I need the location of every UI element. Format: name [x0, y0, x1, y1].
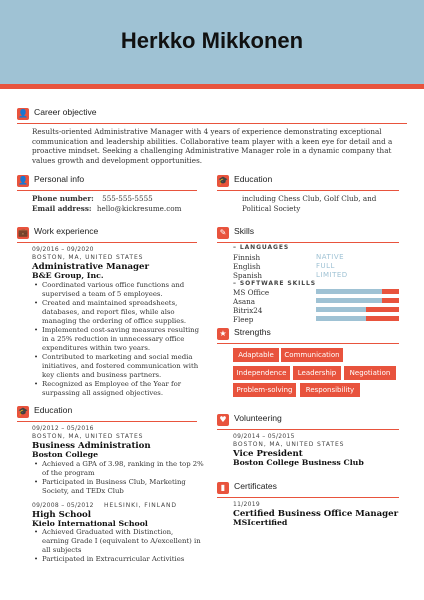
certificate-date: 11/2019 — [233, 501, 261, 508]
skill-bar-fill — [316, 289, 382, 294]
section-title: Work experience — [34, 226, 99, 236]
list-item: • Achieved a GPA of 3.98, ranking in the top 2% of the program — [32, 460, 204, 478]
person-icon: 👤 — [18, 176, 28, 185]
edu-degree: High School — [32, 510, 92, 520]
career-objective-text: Results-oriented Administrative Manager with 4 years of experience demonstrating exceptional communication and leadership abilities. Collaborative team player with a keen eye for detail and a proactive mindset. Seeking a challenging Administrative Manager role in a dynamic company that values growth and development opportunities. — [32, 127, 393, 165]
edu-school: Kielo International School — [32, 519, 148, 528]
edu-dates-text: 09/2008 – 05/2012 — [32, 502, 94, 509]
strength-tag: Independence — [233, 366, 290, 380]
section-title: Certificates — [234, 481, 277, 491]
edu-location: BOSTON, MA, UNITED STATES — [32, 433, 144, 440]
section-title: Career objective — [34, 107, 97, 117]
work-dates: 09/2016 – 09/2020 — [32, 246, 94, 253]
skill-bar — [316, 298, 399, 303]
skill-bar — [316, 316, 399, 321]
skill-bar-fill — [316, 316, 366, 321]
list-item: • Participated in Business Club, Marketing Society, and TEDx Club — [32, 478, 204, 496]
section-rule — [17, 190, 197, 191]
volunteering-org: Boston College Business Club — [233, 458, 364, 467]
section-title: Education — [234, 174, 273, 184]
section-strengths — [217, 327, 399, 343]
edu-bullets — [32, 528, 202, 564]
list-item: • Coordinated various office functions and supervised a team of 5 employees. — [32, 281, 202, 299]
list-item: • Recognized as Employee of the Year for surpassing all assigned objectives. — [32, 380, 202, 398]
list-item: • Achieved Graduated with Distinction, earning Grade I (equivalent to A/excellent) in all subjects — [32, 528, 202, 555]
section-certificates — [217, 481, 399, 497]
volunteering-role: Vice President — [233, 449, 303, 459]
section-volunteering — [217, 413, 399, 429]
briefcase-icon: 💼 — [18, 228, 28, 237]
strength-tag: Responsibility — [300, 383, 360, 397]
person-icon: 👤 — [18, 109, 28, 118]
section-title: Education — [34, 405, 73, 415]
work-bullets — [32, 281, 202, 398]
languages-label: – LANGUAGES — [233, 244, 290, 251]
edu-school: Boston College — [32, 450, 99, 459]
language-level: LIMITED — [316, 271, 348, 279]
phone-row — [32, 194, 202, 204]
email-row — [32, 204, 207, 214]
graduation-cap-icon: 🎓 — [218, 176, 228, 185]
software-label: – SOFTWARE SKILLS — [233, 280, 316, 287]
section-work-experience — [17, 226, 197, 242]
list-item: • Contributed to marketing and social media initiatives, and fostered communication with key clients and business partners. — [32, 353, 202, 380]
heart-icon: ♥ — [217, 414, 229, 426]
list-item: • Created and maintained spreadsheets, databases, and report files, while also managing the ordering of office supplies. — [32, 299, 202, 326]
edu-dates: 09/2012 – 05/2016 — [32, 425, 94, 432]
language-name: English — [233, 262, 261, 271]
section-title: Strengths — [234, 327, 271, 337]
work-job-title: Administrative Manager — [32, 262, 150, 272]
skill-bar-fill — [316, 307, 366, 312]
certificate-icon: ▮ — [217, 482, 229, 494]
list-item: • Participated in Extracurricular Activities — [32, 555, 202, 564]
section-education — [17, 405, 197, 421]
work-company: B&E Group, Inc. — [32, 271, 104, 280]
section-education-right — [217, 174, 399, 190]
certificate-name: Certified Business Office Manager — [233, 509, 399, 519]
email-label: Email address: — [32, 204, 92, 213]
edu-degree: Business Administration — [32, 441, 151, 451]
candidate-name: Herkko Mikkonen — [120, 28, 304, 53]
tools-icon: ✎ — [217, 227, 229, 239]
section-rule — [217, 497, 399, 498]
software-name: Fleep — [233, 315, 254, 324]
work-location: BOSTON, MA, UNITED STATES — [32, 254, 144, 261]
skill-bar-fill — [316, 298, 382, 303]
edu-bullets — [32, 460, 204, 496]
section-title: Personal info — [34, 174, 85, 184]
volunteering-location: BOSTON, MA, UNITED STATES — [233, 441, 345, 448]
volunteering-dates: 09/2014 – 05/2015 — [233, 433, 295, 440]
edu-dates — [32, 502, 177, 509]
software-name: Asana — [233, 297, 256, 306]
strength-tag: Negotiation — [344, 366, 396, 380]
list-item: • Implemented cost-saving measures resulting in a 25% reduction in unnecessary office expenditures within two years. — [32, 326, 202, 353]
header-accent-line — [0, 84, 424, 89]
section-rule — [217, 242, 399, 243]
star-icon: ★ — [217, 328, 229, 340]
graduation-cap-icon: 🎓 — [18, 407, 28, 416]
strength-tag: Communication — [281, 348, 343, 362]
email-value: hello@kickresume.com — [96, 204, 182, 213]
section-title: Volunteering — [234, 413, 282, 423]
skill-bar — [316, 307, 399, 312]
phone-label: Phone number: — [32, 194, 94, 203]
language-level: FULL — [316, 262, 335, 270]
software-name: MS Office — [233, 288, 270, 297]
strength-tag: Leadership — [293, 366, 341, 380]
section-rule — [217, 190, 399, 191]
section-title: Skills — [234, 226, 255, 236]
strength-tag: Adaptable — [233, 348, 279, 362]
language-level: NATIVE — [316, 253, 345, 261]
section-rule — [217, 429, 399, 430]
certificate-issuer: MSIcertified — [233, 518, 288, 527]
software-name: Bitrix24 — [233, 306, 263, 315]
section-career-objective — [17, 107, 407, 123]
education-continuation-text: including Chess Club, Golf Club, and Political Society — [242, 194, 377, 213]
edu-location-text: HELSINKI, FINLAND — [104, 502, 177, 509]
strength-tag: Problem-solving — [233, 383, 296, 397]
language-name: Finnish — [233, 253, 261, 262]
section-rule — [17, 123, 407, 124]
phone-value: 555-555-5555 — [102, 194, 153, 203]
skill-bar — [316, 289, 399, 294]
section-rule — [17, 242, 197, 243]
section-personal-info — [17, 174, 197, 190]
section-skills — [217, 226, 399, 242]
section-rule — [17, 421, 197, 422]
language-name: Spanish — [233, 271, 263, 280]
section-rule — [217, 343, 399, 344]
